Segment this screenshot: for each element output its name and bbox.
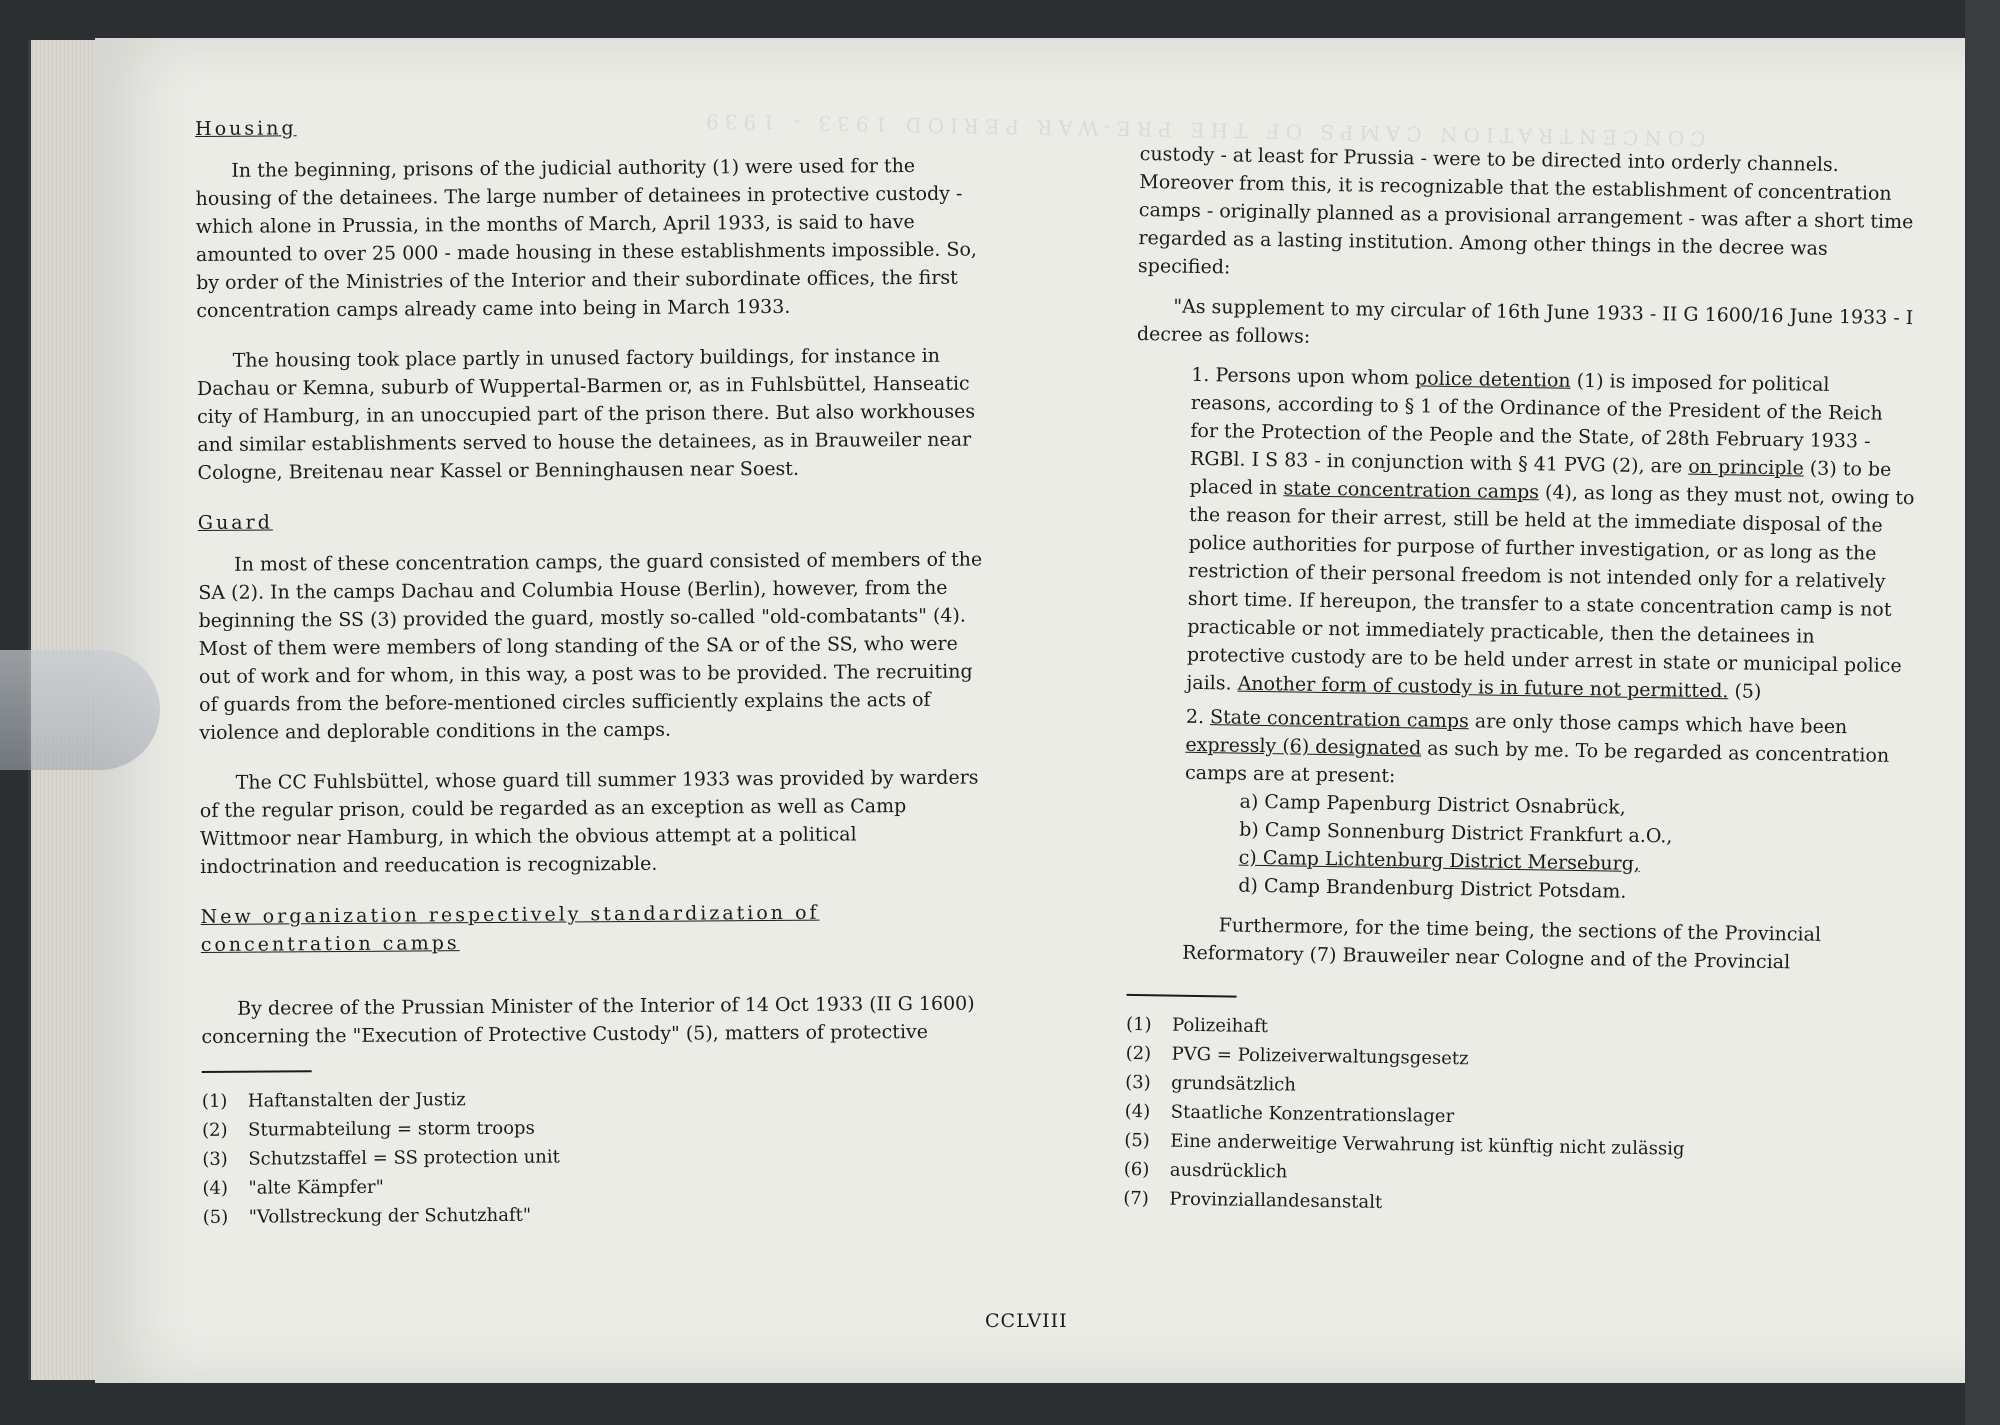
- camp-list: [1128, 786, 1910, 910]
- guard-paragraph-2: The CC Fuhlsbüttel, whose guard till summer 1933 was provided by warders of the regular prison, could be regarded as an exception as well as Camp Wittmoor near Hamburg, in which the obvious attempt at a political indoctrination and reeducation is recognizable.: [199, 766, 979, 878]
- guard-paragraph-1: In most of these concentration camps, the guard consisted of members of the SA (2). In the camps Dachau and Columbia House (Berlin), however, from the beginning the SS (3) provided the guard, mostly so-called "old-combatants" (4). Most of them were members of long standing of the SA or of the SS, who were out of work and for whom, in this way, a post was to be provided. The recruiting of guards from the before-mentioned circles sufficiently explains the acts of violence and deplorable conditions in the camps.: [198, 548, 983, 744]
- right-paragraph-1: custody - at least for Prussia - were to be directed into orderly channels. Moreover from this, it is recognizable that the establishment of concentration camps - originally planned as a provisional arrangement - was after a short time regarded as a lasting institution. Among other things in the decree was specified:: [1137, 142, 1914, 279]
- footnote: (4) Staatliche Konzentrationslager: [1124, 1100, 1455, 1128]
- decree-quote-intro: "As supplement to my circular of 16th June 1933 - II G 1600/16 June 1933 - I decree as follows:: [1136, 295, 1914, 348]
- footnote: (5) Eine anderweitige Verwahrung ist künftig nicht zulässig: [1124, 1129, 1685, 1160]
- footnote-divider: [1127, 994, 1237, 998]
- footnote: (6) ausdrücklich: [1123, 1158, 1288, 1183]
- camp-item: c) Camp Lichtenburg District Merseburg,: [1238, 846, 1641, 875]
- footnote: (1) Polizeihaft: [1125, 1013, 1269, 1038]
- footnote: (2) PVG = Polizeiverwaltungsgesetz: [1125, 1042, 1469, 1070]
- left-column: [195, 109, 993, 1231]
- housing-paragraph-1: In the beginning, prisons of the judicial authority (1) were used for the housing of the detainees. The large number of detainees in protective custody - which alone in Prussia, in the months of March, April 1933, is said to have amounted to over 25 000 - made housing in these establishments impossible. So, by order of the Ministries of the Interior and their subordinate offices, the first concentration camps already came into being in March 1933.: [195, 154, 978, 322]
- camp-item: a) Camp Papenburg District Osnabrück,: [1239, 790, 1626, 819]
- furthermore-paragraph: Furthermore, for the time being, the sections of the Provincial Reformatory (7) Brauweiler near Cologne and of the Provincial: [1182, 914, 1822, 974]
- decree-item-2: 2. State concentration camps are only those camps which have been expressly (6) designated as such by me. To be regarded as concentration camps are at present:: [1184, 705, 1890, 788]
- new-organization-heading: New organization respectively standardization of concentration camps: [200, 901, 820, 956]
- scan-background-right: [1965, 0, 2000, 1425]
- guard-heading: Guard: [197, 511, 273, 534]
- footnote: (5) "Vollstreckung der Schutzhaft": [202, 1204, 532, 1228]
- footnote: (2) Sturmabteilung = storm troops: [202, 1117, 535, 1141]
- footnote: (3) grundsätzlich: [1125, 1071, 1297, 1096]
- housing-paragraph-2: The housing took place partly in unused factory buildings, for instance in Dachau or Kemna, suburb of Wuppertal-Barmen or, as in Fuhlsbüttel, Hanseatic city of Hamburg, in an unoccupied part of the prison there. But also workhouses and similar establishments served to house the detainees, as in Brauweiler near Cologne, Breitenau near Kassel or Benninghausen near Soest.: [196, 344, 976, 484]
- camp-item: d) Camp Brandenburg District Potsdam.: [1238, 874, 1627, 903]
- new-organization-paragraph: By decree of the Prussian Minister of the Interior of 14 Oct 1933 (II G 1600) concerning the "Execution of Protective Custody" (5), matters of protective: [201, 992, 975, 1048]
- left-footnotes: [202, 1081, 993, 1232]
- footnote: (7) Provinziallandesanstalt: [1123, 1187, 1383, 1213]
- decree-item-1: 1. Persons upon whom police detention (1) is imposed for political reasons, according to § 1 of the Ordinance of the President of the Reich for the Protection of the People and the State, of 28th February 1933 - RGBl. I S 83 - in conjunction with § 41 PVG (2), are on principle (3) to be placed in state concentration camps (4), as long as they must not, owing to the reason for their arrest, still be held at the immediate disposal of the police authorities for purpose of further investigation, or as long as the restriction of their personal freedom is not intended only for a relatively short time. If hereupon, the transfer to a state concentration camp is not practicable or not immediately practicable, then the detainees in protective custody are to be held under arrest in state or municipal police jails. Another form of custody is in future not permitted. (5): [1186, 363, 1915, 703]
- page-number: CCLVIII: [985, 1310, 1068, 1332]
- footnote: (3) Schutzstaffel = SS protection unit: [202, 1146, 560, 1170]
- page-holder-clip: [0, 650, 160, 770]
- footnote-divider: [202, 1070, 312, 1073]
- show-through-header: CONCENTRATION CAMPS OF THE PRE-WAR PERIOD 1933 - 1939: [699, 109, 1706, 151]
- camp-item: b) Camp Sonnenburg District Frankfurt a.O.,: [1239, 818, 1673, 848]
- footnote: (1) Haftanstalten der Justiz: [201, 1089, 466, 1112]
- housing-heading: Housing: [195, 117, 297, 140]
- right-footnotes: [1123, 1010, 1906, 1225]
- footnote: (4) "alte Kämpfer": [202, 1176, 384, 1199]
- right-column: [1123, 140, 1920, 1225]
